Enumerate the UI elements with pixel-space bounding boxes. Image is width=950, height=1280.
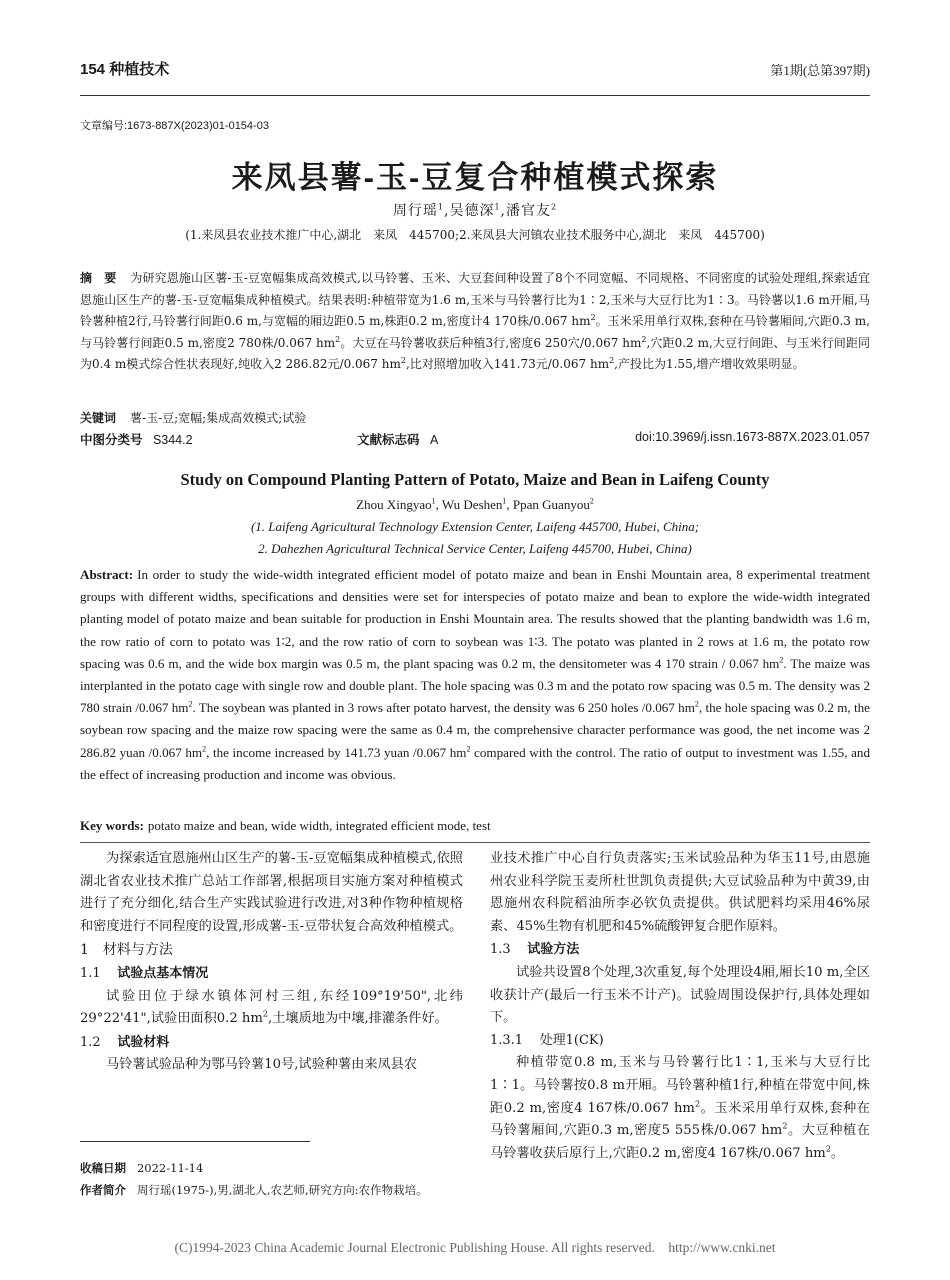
affiliation: (1.来凤县农业技术推广中心,湖北 来凤 445700;2.来凤县大河镇农业技术服务中心,湖北 来凤 445700): [185, 228, 765, 242]
author-list: 周行瑶$^1$,吴德深$^1$,潘官友$^2$: [392, 202, 558, 219]
section-heading: 1 材料与方法: [80, 942, 173, 959]
subsection-heading: 1.2 试验材料: [80, 1033, 170, 1050]
author-name: 周行瑶: [392, 203, 438, 219]
running-header-right: 第1期(总第397期): [770, 63, 870, 78]
english-author-list: Zhou Xingyao$^1$, Wu Deshen$^1$, Ppan Guanyou$^2$: [356, 496, 594, 512]
author-name: 潘官友: [506, 203, 551, 219]
subsubsection-heading: 1.3.1 处理1(CK): [490, 1032, 604, 1048]
subsection-heading: 1.1 试验点基本情况: [80, 964, 209, 981]
body-left-column: [80, 848, 463, 1077]
keywords-label: 关键词: [80, 411, 117, 425]
english-keywords: Key words: potato maize and bean, wide width, integrated efficient mode, test: [80, 818, 491, 833]
paper-title: 来凤县薯-玉-豆复合种植模式探索: [231, 160, 719, 195]
abstract-label: 摘 要: [80, 271, 117, 285]
article-number: 文章编号:1673-887X(2023)01-0154-03: [80, 120, 269, 132]
doi[interactable]: doi:10.3969/j.issn.1673-887X.2023.01.057: [635, 430, 870, 444]
author-bio: 作者简介 周行瑶(1975-),男,湖北人,农艺师,研究方向:农作物栽培。: [80, 1183, 428, 1197]
subsection-heading: 1.3 试验方法: [490, 941, 580, 958]
running-header-left: 154 种植技术: [80, 61, 170, 78]
chinese-abstract: 摘 要 为研究恩施山区薯-玉-豆宽幅集成高效模式,以马铃薯、玉米、大豆套间种设置了8个不同宽幅、不同规格、不同密度的试验处理组,探索适宜恩施山区生产的薯-玉-豆宽幅集成种植模式。结果表明:种植带宽为1.6 m,玉米与马铃薯行比为1∶2,玉米与大豆行比为1∶3。马铃薯以1.6 m开厢,马铃薯种植2行,马铃薯行间距0.6 m,与宽幅的厢边距0.5 m,株距0.2 m,密度计4 170株/0.067 $hm^2$。玉米采用单行双株,套种在马铃薯厢间,穴距0.3 m,与马铃薯行间距0.5 m,密度2 780株/0.067 $hm^2$。大豆在马铃薯收获后种植3行,密度6 250穴/0.067 $hm^2$,穴距0.2 m,大豆行间距、与玉米行间距同为0.4 m模式综合性状表现好,纯收入2 286.82元/0.067 $hm^2$,比对照增加收入141.73元/0.067 $hm^2$,产投比为1.55,增产增收效果明显。: [80, 271, 870, 372]
body-right-column: [490, 848, 870, 1165]
body-paragraph: 试验田位于绿水镇体河村三组,东经109°19'50",北纬29°22'41",试验田面积0.2 $hm^2$,土壤质地为中壤,排灌条件好。: [80, 988, 463, 1027]
english-abstract: Abstract: In order to study the wide-width integrated efficient model of potato maize and bean in Enshi Mountain area, 8 experimental treatment groups with different widths, specifications and densities were set for interspecies of potato maize and bean to explore the wide-width integrated planting model of potato maize and bean suitable for production in Enshi Mountain area. The results showed that the planting bandwidth was 1.6 m, the row ratio of corn to potato was 1∶2, and the row ratio of corn to soybean was 1∶3. The potato was planted in 2 rows at 1.6 m, the potato row spacing was 0.6 m, and the wide box margin was 0.5 m, the plant spacing was 0.2 m, the densitometer was 4 170 strain / 0.067 $hm^2$. The maize was interplanted in the potato cage with single row and double plant. The hole spacing was 0.3 m and the potato row spacing was 0.5 m. The density was 2 780 strain /0.067 $hm^2$. The soybean was planted in 3 rows after potato harvest, the density was 6 250 holes /0.067 $hm^2$, the hole spacing was 0.2 m, the soybean row spacing and the maize row spacing were the same as 0.4 m, the comprehensive character performance was good, the net income was 2 286.82 yuan /0.067 $hm^2$, the income increased by 141.73 yuan /0.067 $hm^2$ compared with the control. The ratio of output to investment was 1.55, and the effect of increasing production and income was obvious.: [80, 567, 870, 782]
english-affiliation-line: (1. Laifeng Agricultural Technology Extension Center, Laifeng 445700, Hubei, China;: [250, 519, 700, 534]
received-date: 收稿日期 2022-11-14: [80, 1161, 204, 1175]
doc-code-value: A: [429, 433, 439, 447]
body-paragraph: 试验共设置8个处理,3次重复,每个处理设4厢,厢长10 m,全区收获计产(最后一行玉米不计产)。试验周围设保护行,具体处理如下。: [490, 964, 870, 1026]
english-affiliation-line: 2. Dahezhen Agricultural Technical Service Center, Laifeng 445700, Hubei, China): [258, 541, 692, 556]
copyright-footer: (C)1994-2023 China Academic Journal Electronic Publishing House. All rights reserved. http://www.cnki.net: [174, 1240, 776, 1255]
intro-paragraph: 为探索适宜恩施州山区生产的薯-玉-豆宽幅集成种植模式,依照湖北省农业技术推广总站工作部署,根据项目实施方案对种植模式进行了充分细化,结合生产实践试验进行改进,对3种作物种植规格和密度进行不同程度的设置,形成薯-玉-豆带状复合高效种植模式。: [80, 851, 463, 934]
body-paragraph: 种植带宽0.8 m,玉米与马铃薯行比1∶1,玉米与大豆行比1∶1。马铃薯按0.8 m开厢。马铃薯种植1行,种植在带宽中间,株距0.2 m,密度4 167株/0.067 $hm^2$。玉米采用单行双株,套种在马铃薯厢间,穴距0.3 m,密度5 555株/0.067 $hm^2$。大豆种植在马铃薯收获后原行上,穴距0.2 m,密度4 167株/0.067 $hm^2$。: [490, 1055, 870, 1161]
header-divider: [80, 95, 870, 96]
footnote-divider: [80, 1141, 310, 1142]
english-title: Study on Compound Planting Pattern of Potato, Maize and Bean in Laifeng County: [180, 470, 770, 489]
clc-label: 中图分类号: [80, 433, 143, 447]
body-paragraph: 马铃薯试验品种为鄂马铃薯10号,试验种薯由来凤县农: [106, 1057, 418, 1073]
keywords-label: Key words:: [80, 818, 144, 833]
abstract-label: Abstract:: [80, 567, 134, 582]
chinese-keywords: 关键词 薯-玉-豆;宽幅;集成高效模式;试验: [80, 411, 307, 425]
section-divider: [80, 842, 870, 843]
clc-value: S344.2: [152, 433, 193, 447]
body-paragraph: 业技术推广中心自行负责落实;玉米试验品种为华玉11号,由恩施州农业科学院玉麦所杜世凯负责提供;大豆试验品种为中黄39,由恩施州农科院稻油所李必钦负责提供。供试肥料均采用46%尿素、45%生物有机肥和45%硫酸钾复合肥作原料。: [490, 851, 870, 934]
doc-code-label: 文献标志码: [357, 433, 420, 447]
author-name: 吴德深: [449, 203, 495, 219]
